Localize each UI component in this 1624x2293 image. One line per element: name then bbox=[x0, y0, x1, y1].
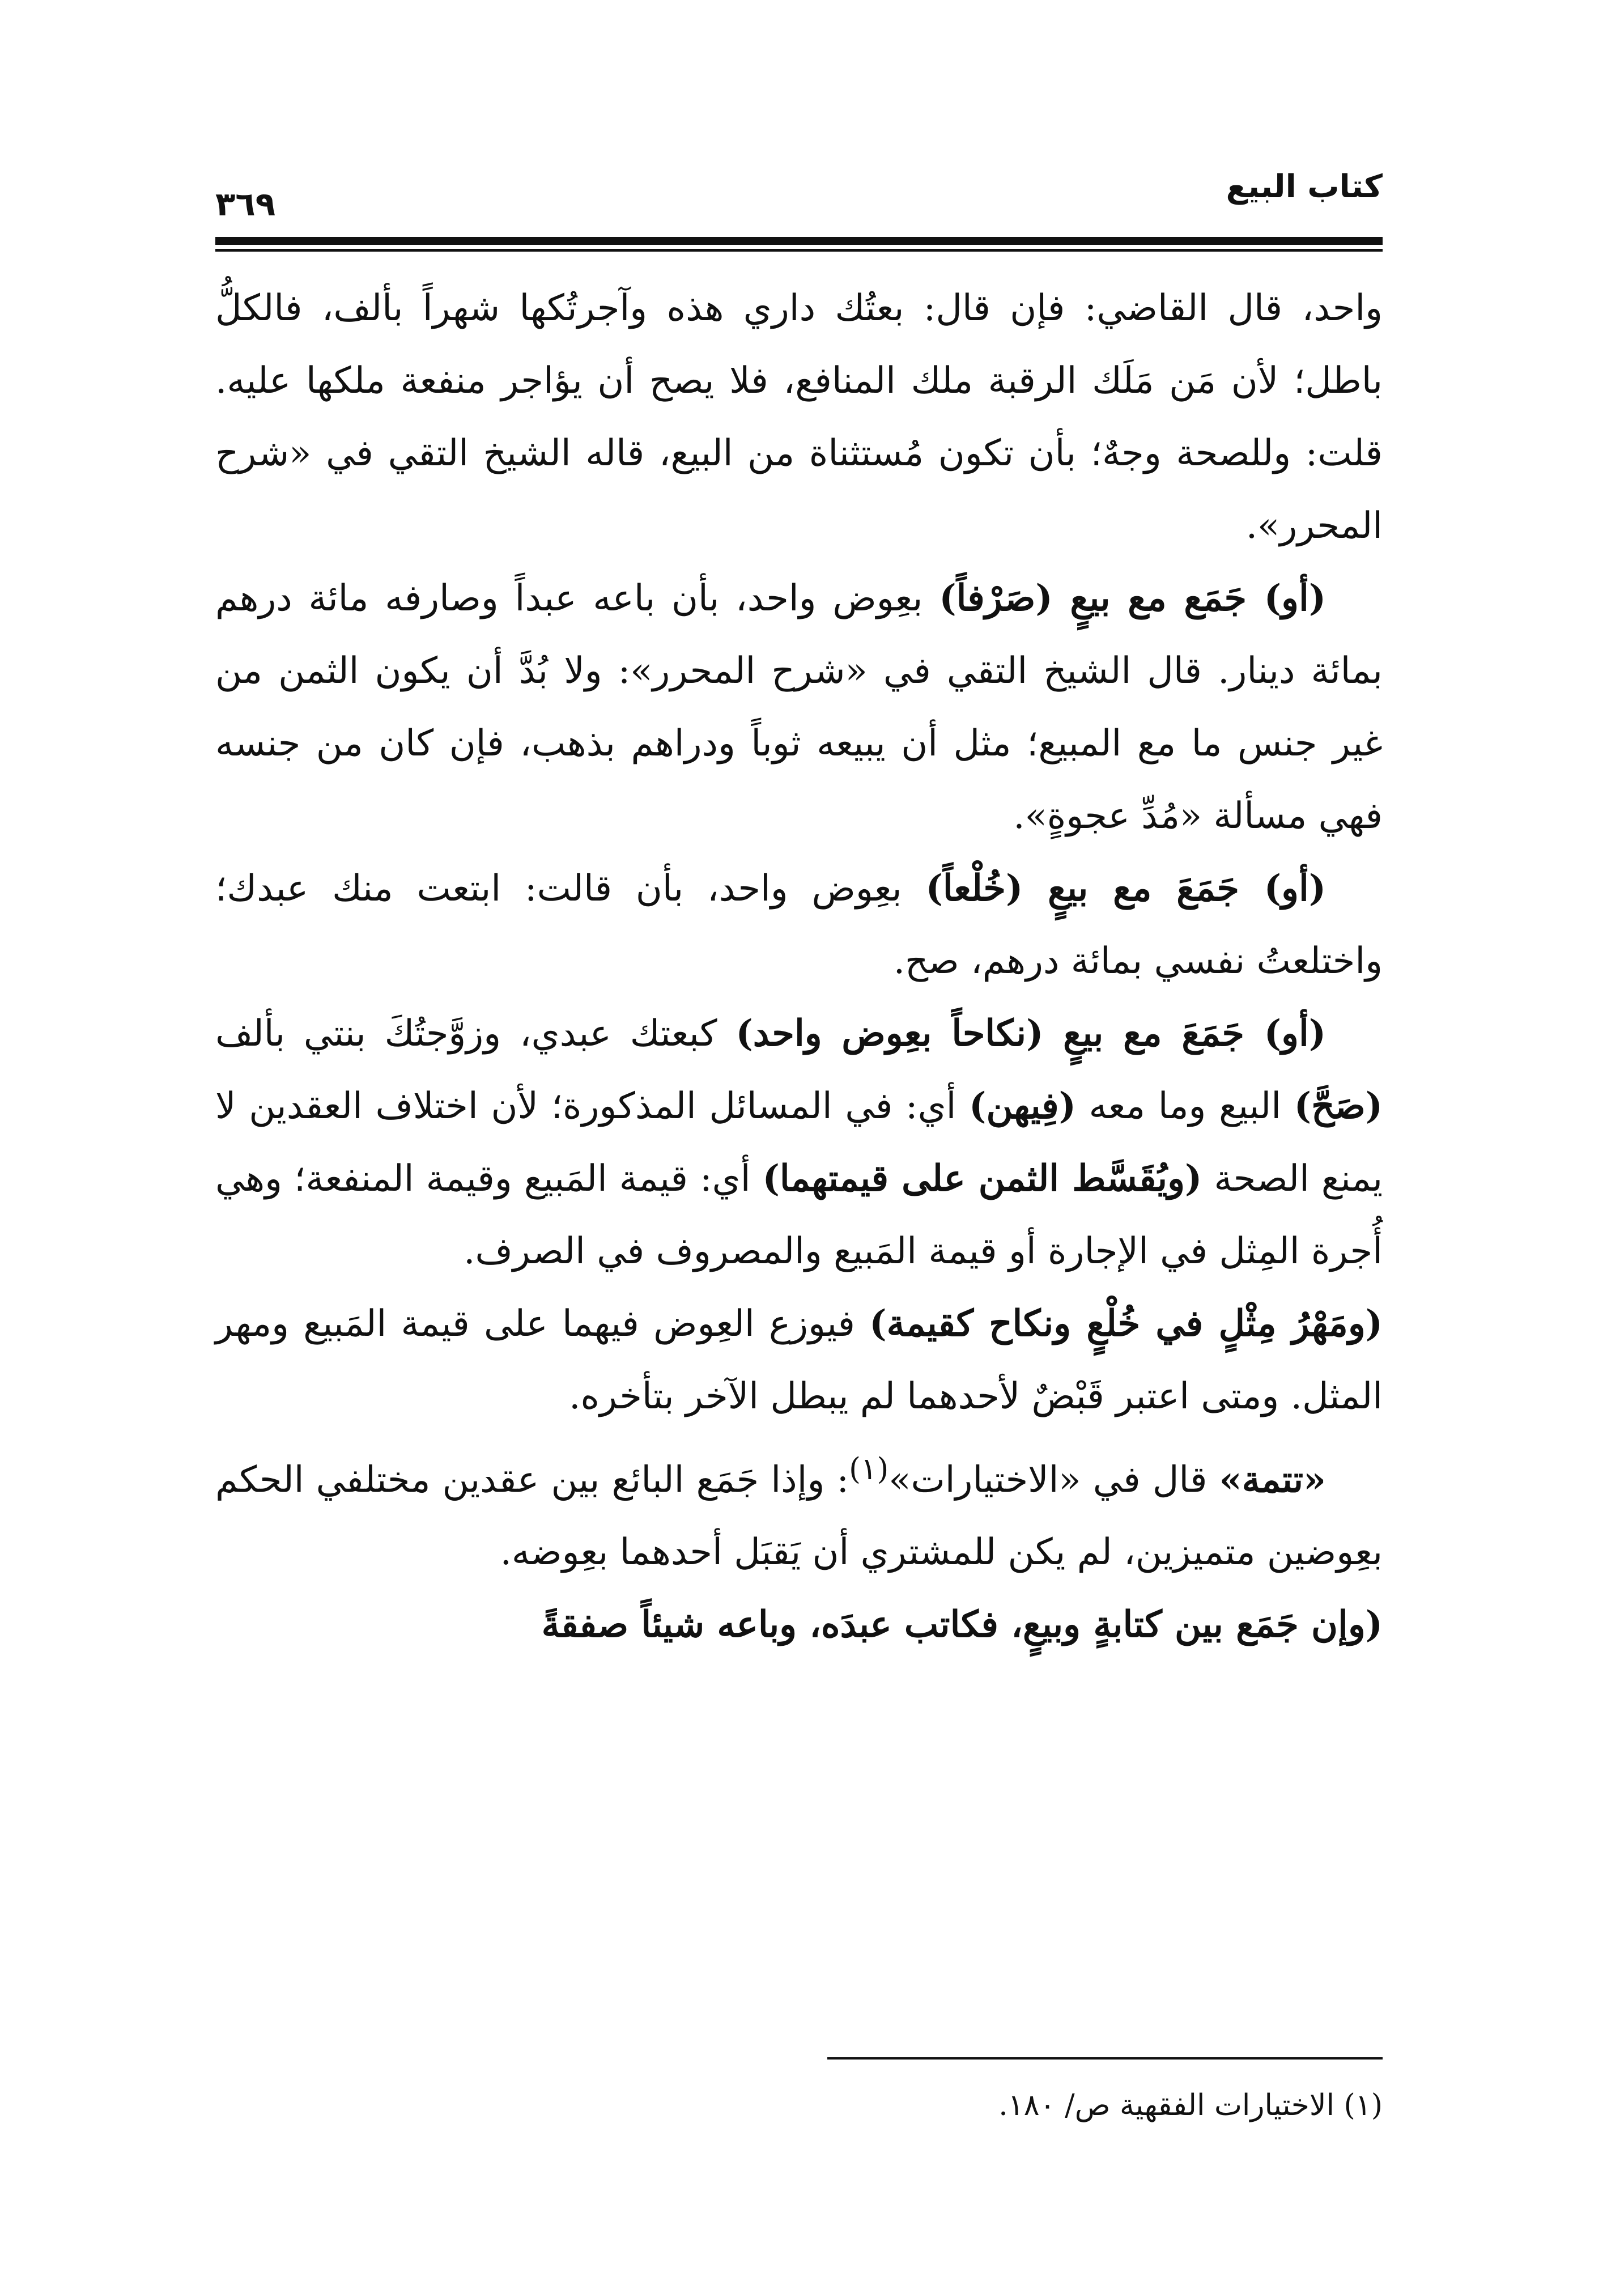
sharh-text: بعِوض واحد، بأن باعه عبداً وصارفه مائة درهم بمائة دينار. قال الشيخ التقي في «شرح المحرر»: ولا بُدَّ أن يكون الثمن من غير جنس ما مع المبيع؛ مثل أن يبيعه ثوباً ودراهم بذهب، فإن كان من جنسه فهي مسألة «مُدِّ عجوةٍ». bbox=[215, 578, 1383, 837]
book-title: كتاب البيع bbox=[1226, 168, 1383, 205]
paragraph-7: (وإن جَمَع بين كتابةٍ وبيعٍ، فكاتب عبدَه، وباعه شيئاً صفقةً bbox=[541, 1603, 1383, 1646]
book-page bbox=[215, 159, 1383, 2256]
page-number: ٣٦٩ bbox=[215, 185, 276, 223]
paragraph-3 bbox=[215, 852, 1383, 997]
sharh-text: أي: قيمة المَبيع وقيمة المنفعة؛ وهي أُجرة المِثل في الإجارة أو قيمة المَبيع والمصروف في الصرف. bbox=[215, 1158, 1383, 1272]
matn-phrase: (صَحَّ) bbox=[1294, 1085, 1383, 1127]
body-text bbox=[215, 272, 1383, 1661]
paragraph-1: واحد، قال القاضي: فإن قال: بعتُك داري هذه وآجرتُكها شهراً بألف، فالكلُّ باطل؛ لأن مَن مَلَك الرقبة ملك المنافع، فلا يصح أن يؤاجر منفعة ملكها عليه. قلت: وللصحة وجهٌ؛ بأن تكون مُستثناة من البيع، قاله الشيخ التقي في «شرح المحرر». bbox=[215, 287, 1383, 547]
paragraph-4 bbox=[215, 997, 1383, 1288]
footnote: (١) الاختيارات الفقهية ص/ ١٨٠. bbox=[998, 2088, 1383, 2122]
sharh-text: البيع وما معه bbox=[1075, 1085, 1294, 1127]
matn-phrase: (ويُقَسَّط الثمن على قيمتهما) bbox=[762, 1157, 1202, 1200]
matn-phrase: (أو) جَمَعَ مع بيعٍ (خُلْعاً) bbox=[925, 867, 1327, 910]
matn-phrase: (أو) جَمَع مع بيعٍ (صَرْفاً) bbox=[939, 577, 1327, 619]
sharh-text: أي: في المسائل المذكورة؛ لأن اختلاف العقدين لا يمنع الصحة bbox=[215, 1085, 1383, 1200]
matn-phrase: (أو) جَمَعَ مع بيعٍ (نكاحاً بعِوض واحد) bbox=[736, 1012, 1327, 1055]
sharh-text: فيوزع العِوض فيهما على قيمة المَبيع ومهر المثل. ومتى اعتبر قَبْضٌ لأحدهما لم يبطل الآخر بتأخره. bbox=[215, 1303, 1383, 1417]
paragraph-5 bbox=[215, 1288, 1383, 1433]
running-header bbox=[215, 159, 1383, 232]
section-label: «تتمة» bbox=[1219, 1458, 1327, 1501]
footnote-marker[interactable]: (١) bbox=[849, 1451, 889, 1487]
paragraph-2 bbox=[215, 562, 1383, 852]
matn-phrase: (فِيهن) bbox=[969, 1085, 1076, 1127]
sharh-text: : وإذا جَمَع البائع بين عقدين مختلفي الحكم بعِوضين متميزين، لم يكن للمشتري أن يَقبَل أحدهما بعِوضه. bbox=[215, 1459, 1383, 1574]
footnote-rule bbox=[827, 2057, 1383, 2060]
paragraph-6 bbox=[215, 1433, 1383, 1589]
header-rule bbox=[215, 237, 1383, 252]
sharh-text: قال في «الاختيارات» bbox=[888, 1459, 1219, 1501]
sharh-text: بعِوض واحد، بأن قالت: ابتعت منك عبدك؛ واختلعتُ نفسي بمائة درهم، صح. bbox=[215, 868, 1383, 982]
sharh-text: كبعتك عبدي، وزوَّجتُكَ بنتي بألف bbox=[215, 1013, 736, 1055]
matn-phrase: (ومَهْرُ مِثْلٍ في خُلْعٍ ونكاح كقيمة) bbox=[869, 1302, 1383, 1345]
